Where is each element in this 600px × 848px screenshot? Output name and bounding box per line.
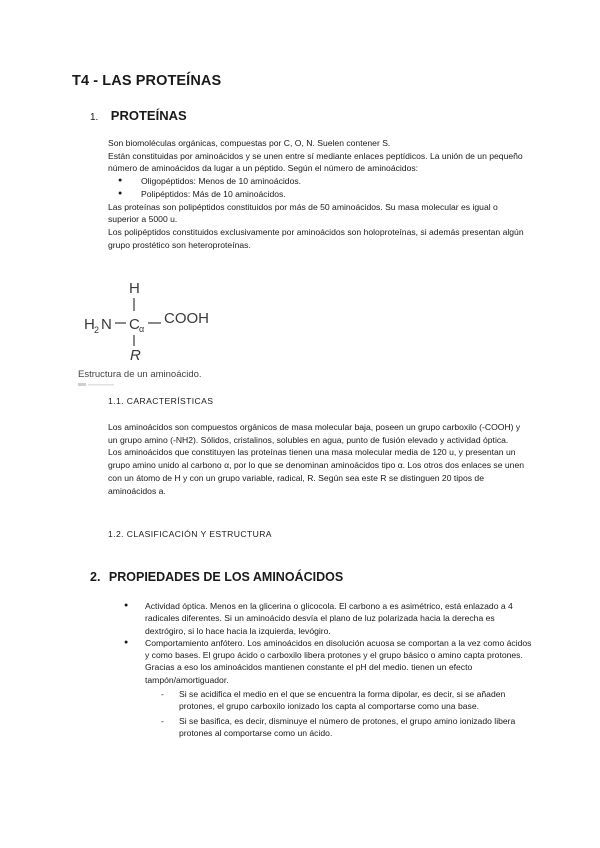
section-1-body <box>108 137 528 251</box>
figure-caption: Estructura de un aminoácido. <box>78 369 202 380</box>
amino-acid-structure-figure <box>78 278 238 388</box>
paragraph: Son biomoléculas orgánicas, compuestas por C, O, N. Suelen contener S. <box>108 138 391 148</box>
bullet-list <box>108 175 528 200</box>
section-title: PROPIEDADES DE LOS AMINOÁCIDOS <box>108 570 344 584</box>
amine-subscript: 2 <box>94 325 100 335</box>
list-item-text: Comportamiento anfótero. Los aminoácidos en disolución acuosa se comportan a la vez como ácidos y como bases. El grupo ácido o carboxilo libera protones y el grupo básico o amino capta protones. Gracias a eso los aminoácidos mantienen constante el pH del medio. tienen un efecto tampón/amortiguador. <box>145 637 532 685</box>
hydrogen-label: H <box>129 280 140 297</box>
dash-marker: - <box>161 715 164 726</box>
section-number: 1. <box>90 112 99 123</box>
sub-list-item-text: Si se basifica, es decir, disminuye el número de protones, el grupo amino ionizado libera protones al comportarse como un ácido. <box>179 715 516 738</box>
list-item-text: Actividad óptica. Menos en la glicerina o glicocola. El carbono a es asimétrico, está enlazado a 4 radicales diferentes. Si un aminoácido desvía el plano de luz polarizada hacia la derecha es dextrógiro, si lo hace hacia la izquierda, levógiro. <box>145 601 513 636</box>
structure-diagram <box>78 278 238 388</box>
section-1-heading <box>90 107 187 125</box>
section-number: 2. <box>90 570 101 584</box>
properties-list <box>124 600 534 739</box>
paragraph: Las proteínas son polipéptidos constituidos por más de 50 aminoácidos. Su masa molecular es igual o superior a 5000 u. <box>108 201 498 225</box>
paragraph: Los aminoácidos son compuestos orgánicos de masa molecular baja, poseen un grupo carboxilo (-COOH) y un grupo amino (-NH2). Sólidos, cristalinos, solubles en agua, punto de fusión elevado y actividad óptica. <box>108 422 521 445</box>
bullet-icon: ● <box>124 602 129 609</box>
carboxyl-label: COOH <box>164 310 209 327</box>
paragraph: Están constituidas por aminoácidos y se unen entre sí mediante enlaces peptídicos. La unión de un pequeño número de aminoácidos da lugar a un péptido. Según el número de aminoácidos: <box>108 150 523 174</box>
section-title: PROTEÍNAS <box>110 108 187 123</box>
amine-h-label: H <box>84 316 95 333</box>
subsection-1-1-heading: 1.1. CARACTERÍSTICAS <box>108 396 214 406</box>
paragraph: Los polipéptidos constituidos exclusivamente por aminoácidos son holoproteínas, si además presentan algún grupo prostético son heteroproteínas. <box>108 226 524 250</box>
alpha-carbon-label: C <box>129 316 140 333</box>
dash-marker: - <box>161 689 164 700</box>
list-item <box>124 637 534 686</box>
amine-n-label: N <box>101 316 112 333</box>
caption-mark <box>78 383 86 386</box>
list-item: ● Oligopéptidos: Menos de 10 aminoácidos. <box>118 175 528 188</box>
caption-mark <box>88 384 114 386</box>
subsection-1-1-body <box>108 421 528 497</box>
radical-label: R <box>130 347 141 364</box>
subsection-1-2-heading: 1.2. CLASIFICACIÓN Y ESTRUCTURA <box>108 529 272 539</box>
document-title: T4 - LAS PROTEÍNAS <box>72 73 222 89</box>
list-item <box>124 600 534 637</box>
paragraph: Los aminoácidos que constituyen las proteínas tienen una masa molecular media de 120 u, y presentan un grupo amino unido al carbono α, por lo que se denominan aminoácidos tipo α. Los otros dos enlaces se unen con un átomo de H y con un grupo variable, radical, R. Según sea este R se distinguen 20 tipos de aminoácidos a. <box>108 447 525 496</box>
sub-list-item-text: Si se acidifica el medio en el que se encuentra la forma dipolar, es decir, si se añaden protones, el grupo carboxilo ionizado los capta al comportarse como una base. <box>179 689 506 712</box>
section-2-heading <box>90 568 343 586</box>
list-item: ● Polipéptidos: Más de 10 aminoácidos. <box>118 188 528 201</box>
bullet-icon: ● <box>124 638 129 646</box>
alpha-subscript: α <box>139 324 145 334</box>
sub-list-item <box>124 715 534 740</box>
sub-list-item <box>124 688 534 713</box>
